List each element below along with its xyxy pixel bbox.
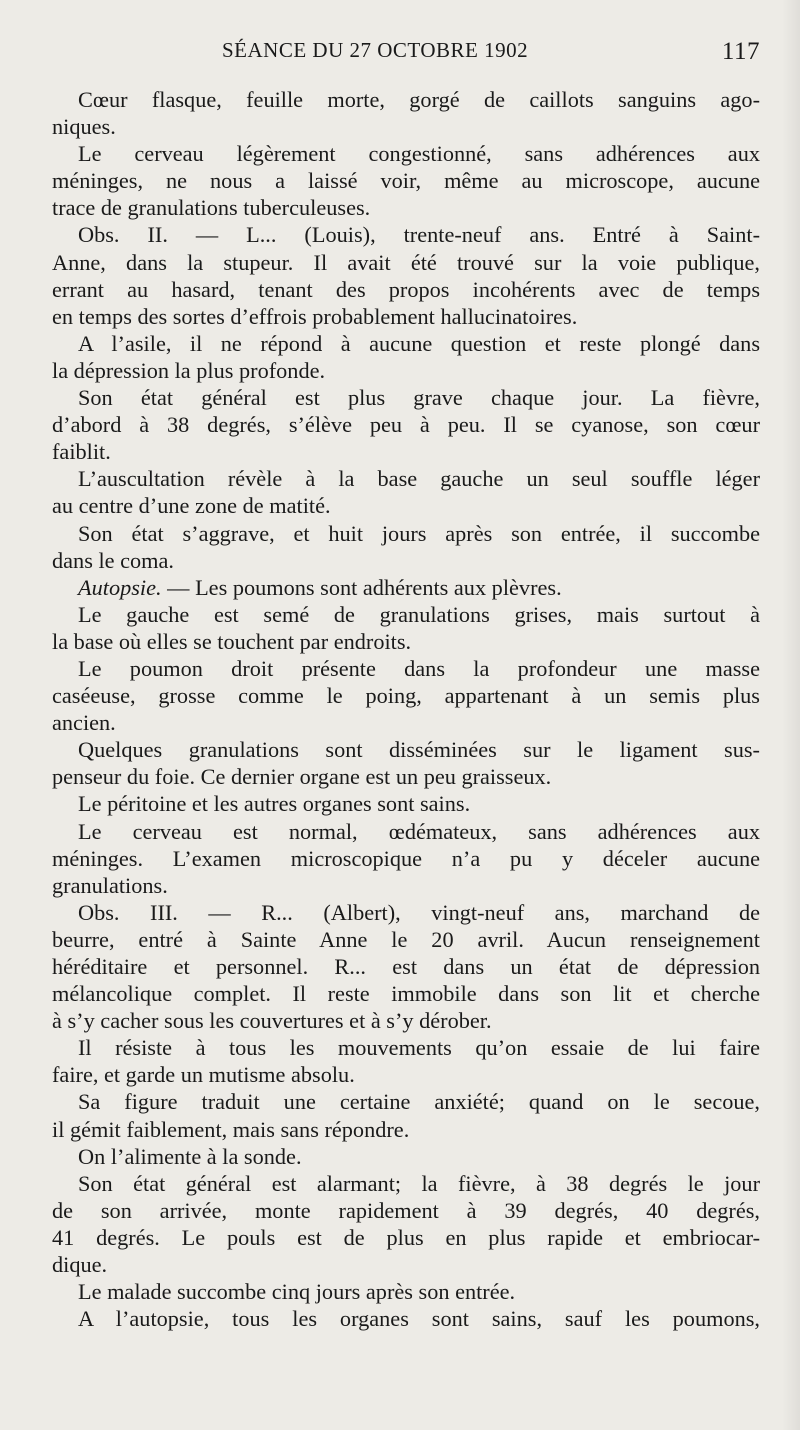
line-text: faiblit. <box>52 439 111 465</box>
text-line <box>52 547 760 574</box>
text-line <box>52 1278 760 1305</box>
text-line <box>52 330 760 357</box>
text-line <box>52 140 760 167</box>
text-line <box>52 1088 760 1115</box>
text-line <box>52 113 760 140</box>
text-line <box>52 520 760 547</box>
text-line <box>52 655 760 682</box>
text-line <box>52 221 760 248</box>
line-text: errant au hasard, tenant des propos incohérents avec de temps <box>52 276 760 302</box>
line-text: Obs. III. — R... (Albert), vingt-neuf ans, marchand de <box>78 899 760 925</box>
line-text: Le cerveau est normal, œdémateux, sans adhérences aux <box>78 818 760 844</box>
line-text: A l’autopsie, tous les organes sont sains, sauf les poumons, <box>78 1306 760 1332</box>
text-line <box>52 438 760 465</box>
text-line <box>52 980 760 1007</box>
text-line <box>52 249 760 276</box>
text-line <box>52 601 760 628</box>
page-number: 117 <box>721 38 760 65</box>
text-line <box>52 303 760 330</box>
text-line <box>52 1034 760 1061</box>
line-text: Son état général est alarmant; la fièvre, à 38 degrés le jour <box>78 1170 760 1196</box>
line-text: héréditaire et personnel. R... est dans un état de dépression <box>52 954 760 979</box>
text-line <box>52 1224 760 1251</box>
line-text: au centre d’une zone de matité. <box>52 493 331 519</box>
text-line <box>52 709 760 736</box>
text-line <box>52 574 760 601</box>
line-text: Il résiste à tous les mouvements qu’on essaie de lui faire <box>78 1035 760 1061</box>
line-text: Le cerveau légèrement congestionné, sans adhérences aux <box>78 141 760 167</box>
text-line <box>52 682 760 709</box>
text-line <box>52 736 760 763</box>
line-text: trace de granulations tuberculeuses. <box>52 195 371 221</box>
text-line <box>52 276 760 303</box>
dash: — <box>161 574 196 600</box>
line-text: méninges. L’examen microscopique n’a pu y déceler aucune <box>52 845 760 871</box>
line-text: il gémit faiblement, mais sans répondre. <box>52 1116 410 1142</box>
text-line <box>52 492 760 519</box>
text-line <box>52 384 760 411</box>
text-line <box>52 1061 760 1088</box>
line-text: Cœur flasque, feuille morte, gorgé de caillots sanguins ago- <box>78 87 760 112</box>
line-text: Le gauche est semé de granulations grises, mais surtout à <box>78 601 760 627</box>
text-line <box>52 1116 760 1143</box>
text-line <box>52 899 760 926</box>
text-line <box>52 628 760 655</box>
line-text: d’abord à 38 degrés, s’élève peu à peu. Il se cyanose, son cœur <box>52 412 760 438</box>
text-line <box>52 790 760 817</box>
text-line <box>52 1007 760 1034</box>
text-line <box>52 953 760 980</box>
text-line <box>52 1305 760 1332</box>
text-line <box>52 763 760 790</box>
text-line <box>52 926 760 953</box>
line-text: On l’alimente à la sonde. <box>78 1143 302 1169</box>
line-text: Son état s’aggrave, et huit jours après son entrée, il succombe <box>78 520 760 546</box>
text-line <box>52 167 760 194</box>
line-text: à s’y cacher sous les couvertures et à s’y dérober. <box>52 1008 492 1034</box>
line-text: Sa figure traduit une certaine anxiété; quand on le secoue, <box>78 1089 760 1115</box>
line-text: Le poumon droit présente dans la profondeur une masse <box>78 655 760 681</box>
text-line <box>52 872 760 899</box>
text-line <box>52 465 760 492</box>
line-text: granulations. <box>52 872 168 898</box>
running-title: SÉANCE DU 27 OCTOBRE 1902 <box>222 38 529 62</box>
line-text: niques. <box>52 114 116 140</box>
running-head <box>52 38 760 82</box>
line-text: A l’asile, il ne répond à aucune question et reste plongé dans <box>78 330 760 356</box>
text-line <box>52 1197 760 1224</box>
text-line <box>52 194 760 221</box>
line-text: Son état général est plus grave chaque jour. La fièvre, <box>78 385 760 411</box>
text-line <box>52 86 760 113</box>
line-text: dique. <box>52 1252 108 1278</box>
text-line <box>52 357 760 384</box>
line-text: Le malade succombe cinq jours après son entrée. <box>78 1279 516 1305</box>
line-text: Quelques granulations sont disséminées sur le ligament sus- <box>78 737 760 763</box>
line-text: de son arrivée, monte rapidement à 39 degrés, 40 degrés, <box>52 1197 760 1223</box>
text-line <box>52 845 760 872</box>
autopsie-label: Autopsie. <box>78 574 162 600</box>
line-text: Le péritoine et les autres organes sont sains. <box>78 791 471 817</box>
line-text: la dépression la plus profonde. <box>52 357 326 383</box>
line-text: faire, et garde un mutisme absolu. <box>52 1062 355 1088</box>
line-text: dans le coma. <box>52 547 174 573</box>
text-line <box>52 1251 760 1278</box>
text-line <box>52 411 760 438</box>
text-line <box>52 818 760 845</box>
line-text: Les poumons sont adhérents aux plèvres. <box>195 574 562 600</box>
line-text: la base où elles se touchent par endroits. <box>52 628 412 654</box>
line-text: Anne, dans la stupeur. Il avait été trouvé sur la voie publique, <box>52 249 760 275</box>
body-text <box>52 86 760 1332</box>
line-text: penseur du foie. Ce dernier organe est un peu graisseux. <box>52 764 552 790</box>
line-text: mélancolique complet. Il reste immobile dans son lit et cherche <box>52 981 760 1007</box>
line-text: Obs. II. — L... (Louis), trente-neuf ans. Entré à Saint- <box>78 222 760 248</box>
line-text: méninges, ne nous a laissé voir, même au microscope, aucune <box>52 168 760 194</box>
line-text: ancien. <box>52 710 116 736</box>
text-line <box>52 1143 760 1170</box>
line-text: 41 degrés. Le pouls est de plus en plus rapide et embriocar- <box>52 1224 760 1250</box>
text-line <box>52 1170 760 1197</box>
line-text: L’auscultation révèle à la base gauche un seul souffle léger <box>78 466 760 492</box>
line-text: beurre, entré à Sainte Anne le 20 avril. Aucun renseignement <box>52 926 760 952</box>
line-text: caséeuse, grosse comme le poing, appartenant à un semis plus <box>52 683 760 709</box>
line-text: en temps des sortes d’effrois probablement hallucinatoires. <box>52 303 578 329</box>
